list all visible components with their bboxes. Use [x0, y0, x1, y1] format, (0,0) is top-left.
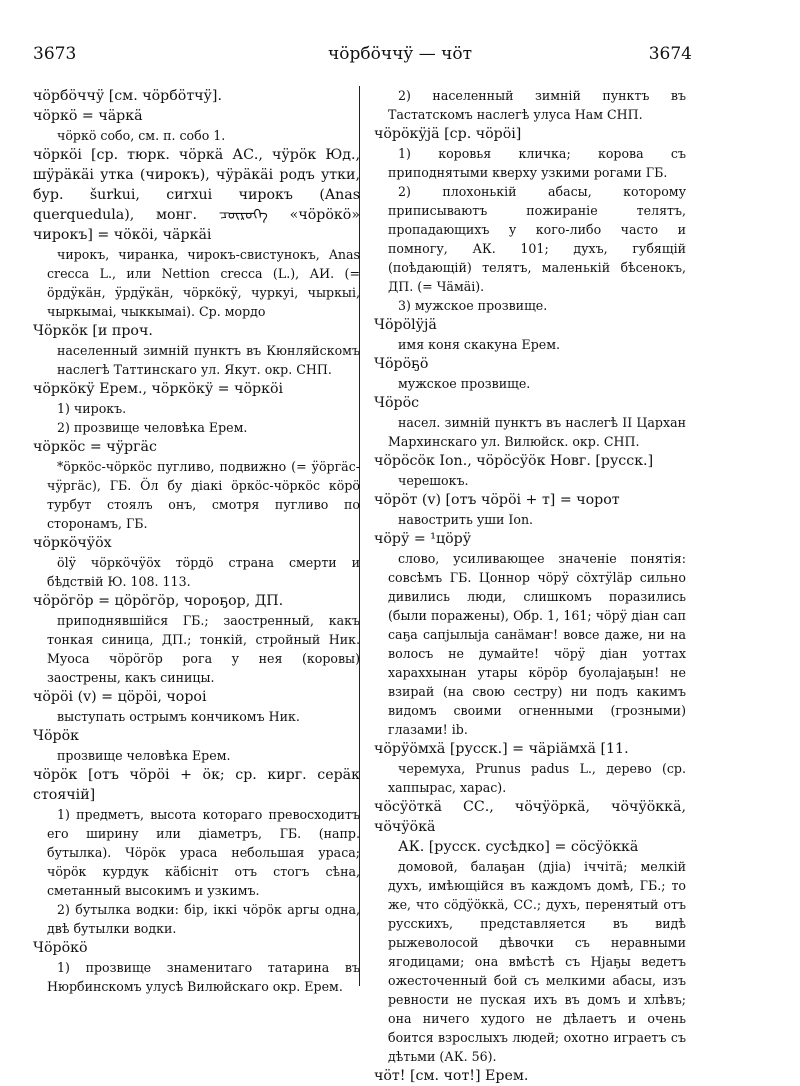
entry-headword-line: чӧсӱӧткӓ СС., чӧчӱӧркӓ, чӧчӱӧккӓ, чӧчӱӧкӓ — [374, 799, 686, 835]
entry-definition: слово, усиливающее значеніе понятія: совсѣмъ ГБ. Цоннор чӧрӱ сӧхтӱlӓр сильно дивились люди, слишкомъ поразились (были поражены), Обр. 1, 161; чӧрӱ дiан сап саҕа сапjылыjа санӓмаҥ! вовсе даже, ни на волосъ не думайте! чӧрӱ дiан уоттах хараххынан утары кӧрӧр буолаjаҕын! не взирай (на свою сестру) ни подъ какимъ видомъ своими огненными (грозными) глазами! ib. — [388, 551, 686, 737]
entry-definition: черешокъ. — [398, 473, 469, 488]
entry-headword-line: чӧт! [см. чот!] Ерем. — [374, 1068, 529, 1084]
entry-definition: приподнявшійся ГБ.; заостренный, какъ тонкая синица, ДП.; тонкій, стройный Ник. Муоса чӧрӧгӧр рога у нея (коровы) заострены, какъ синицы. — [47, 613, 360, 685]
entry-headword-line: чӧрӧсӧк Ion., чӧрӧсӱӧк Новг. [русск.] — [374, 453, 654, 469]
entry-definition: 2) бутылка водки: бiр, iккi чӧрӧк аргы одна, двѣ бутылки водки. — [47, 902, 360, 936]
entry-headword-line: чӧрӱ = ¹цӧрӱ — [374, 531, 472, 547]
page-number-left: 3673 — [33, 44, 77, 64]
entry-definition: домовой, балаҕан (дjiа) iччiтӓ; мелкій духъ, имѣющійся въ каждомъ домѣ, ГБ.; то же, что сӧдӱӧккӓ, СС.; духъ, перенятый отъ русскихъ, представляется въ видѣ рыжеволосой дѣвочки съ неравными ягодицами; она вмѣстѣ съ Нjаҕы ведетъ ожесточенный бой съ мелкими абасы, изъ ревности не пуская ихъ въ домъ и хлѣвъ; она ничего худого не дѣлаетъ и очень боится взрослыхъ людей; охотно играетъ съ дѣтьми (АК. 56). — [388, 859, 686, 1064]
entry-definition: навострить уши Ion. — [398, 512, 534, 527]
entry-headword-line: чӧрӧі (v) = цӧрӧі, чороі — [33, 689, 207, 705]
entry-definition: населенный зимній пунктъ въ Кюнляйскомъ наслегѣ Таттинскаго ул. Якут. окр. СНП. — [57, 343, 360, 377]
entry-headword-line: Чӧрӧlӱjӓ — [374, 317, 437, 333]
entry-headword-line: Чӧрӧк — [33, 728, 79, 744]
entry-definition: чӧркӧ собо, см. п. собо 1. — [57, 128, 226, 143]
entry-headword-line: Чӧркӧк [и проч. — [33, 323, 153, 339]
entry-definition: 2) прозвище человѣка Ерем. — [57, 420, 248, 435]
entry-headword-line: чӧрӱӧмхӓ [русск.] = чӓрiӓмхӓ [11. — [374, 741, 629, 757]
left-column — [33, 86, 360, 996]
entry-definition: чирокъ, чиранка, чирокъ-свистунокъ, Anas crecca L., или Nettion crecca (L.), АИ. (= ӧрдӱкӓн, ӱрдӱкӓн, чӧркӧкӱ, чуркуі, чыркыі, чыркымаі, чыккымаі). Ср. мордо — [47, 247, 360, 319]
running-head: чӧрбӧччӱ — чӧт — [328, 44, 472, 64]
entry-definition: 2) населенный зимній пунктъ въ Тастатскомъ наслегѣ улуса Нам СНП. — [388, 88, 686, 122]
entry-headword-line: чӧрӧкӱjӓ [ср. чӧрӧі] — [374, 126, 522, 142]
entry-headword-line: чӧрбӧччӱ [см. чӧрбӧтчӱ]. — [33, 88, 222, 104]
entry-headword-line: Чӧрӧс — [374, 395, 420, 411]
entry-headword-line: чӧрӧк [отъ чӧрӧі + ӧк; ср. кирг. серӓк стоячій] — [33, 767, 360, 803]
entry-definition: выступать острымъ кончикомъ Ник. — [57, 709, 300, 724]
entry-definition: 1) прозвище знаменитаго татарина въ Нюрбинскомъ улусѣ Вилюйскаго окр. Ерем. — [47, 960, 360, 994]
entry-definition: 2) плохонькій абасы, которому приписываютъ пожираніе телятъ, пропадающихъ у кого-либо часто и помногу, АК. 101; духъ, губящій (поѣдающій) телятъ, маленькій бѣсенокъ, ДП. (= Чӓмӓі). — [388, 184, 686, 294]
entry-headword-line: чӧркӧчӱӧх — [33, 535, 112, 551]
entry-headword-line: АК. [русск. сусѣдко] = сӧсӱӧккӓ — [398, 839, 639, 855]
entry-definition: 1) предметъ, высота котораго превосходитъ его ширину или діаметръ, ГБ. (напр. бутылка). Чӧрӧк ураса небольшая ураса; чӧрӧк курдук кӓбiснiт отъ стогъ сѣна, сметанный высокимъ и узкимъ. — [47, 807, 360, 898]
page-number-right: 3674 — [648, 44, 692, 64]
entry-definition: *ӧркӧс-чӧркӧс пугливо, подвижно (= ӱӧргӓс-чӱргӓс), ГБ. Ӧл бу дiакі ӧркӧс-чӧркӧс кӧрӧ турбут стоялъ онъ, смотря пугливо по сторонамъ, ГБ. — [47, 459, 360, 531]
entry-definition: имя коня скакуна Ерем. — [398, 337, 561, 352]
entry-headword-line: чӧркӧі [ср. тюрк. чӧркӓ АС., чӱрӧк Юд., шӱрӓкӓі утка (чирокъ), чӱрӓкӓі родъ утки, бур. šurkui, cиrхui чирокъ (Anas querquedula), монг. ᠴᠥᠷᠦᠭᠡ «чӧрӧкӧ» чирокъ] = чӧкӧі, чӓркӓі — [33, 147, 360, 243]
entry-definition: черемуха, Prunus padus L., дерево (ср. хаппырас, харас). — [388, 761, 686, 795]
entry-definition: насел. зимній пунктъ въ наслегѣ II Цархан Мархинскаго ул. Вилюйск. окр. СНП. — [388, 415, 686, 449]
right-column — [374, 86, 686, 1086]
entry-headword-line: чӧркӧкӱ Ерем., чӧркӧкӱ = чӧркӧі — [33, 381, 284, 397]
entry-definition: 3) мужское прозвище. — [398, 298, 548, 313]
entry-headword-line: Чӧрӧкӧ — [33, 940, 88, 956]
entry-definition: 1) коровья кличка; корова съ приподнятыми кверху узкими рогами ГБ. — [388, 146, 686, 180]
entry-headword-line: чӧрӧгӧр = цӧрӧгӧр, чороҕор, ДП. — [33, 593, 284, 609]
entry-headword-line: Чӧрӧҕӧ — [374, 356, 429, 372]
entry-definition: ӧlӱ чӧркӧчӱӧх тӧрдӧ страна смерти и бѣдствій Ю. 108. 113. — [47, 555, 360, 589]
entry-headword-line: чӧркӧс = чӱргӓс — [33, 439, 157, 455]
entry-headword-line: чӧрӧт (v) [отъ чӧрӧі + т] = чорот — [374, 492, 620, 508]
entry-headword-line: чӧркӧ = чӓркӓ — [33, 108, 143, 124]
entry-definition: 1) чирокъ. — [57, 401, 127, 416]
entry-definition: мужское прозвище. — [398, 376, 531, 391]
entry-definition: прозвище человѣка Ерем. — [57, 748, 231, 763]
